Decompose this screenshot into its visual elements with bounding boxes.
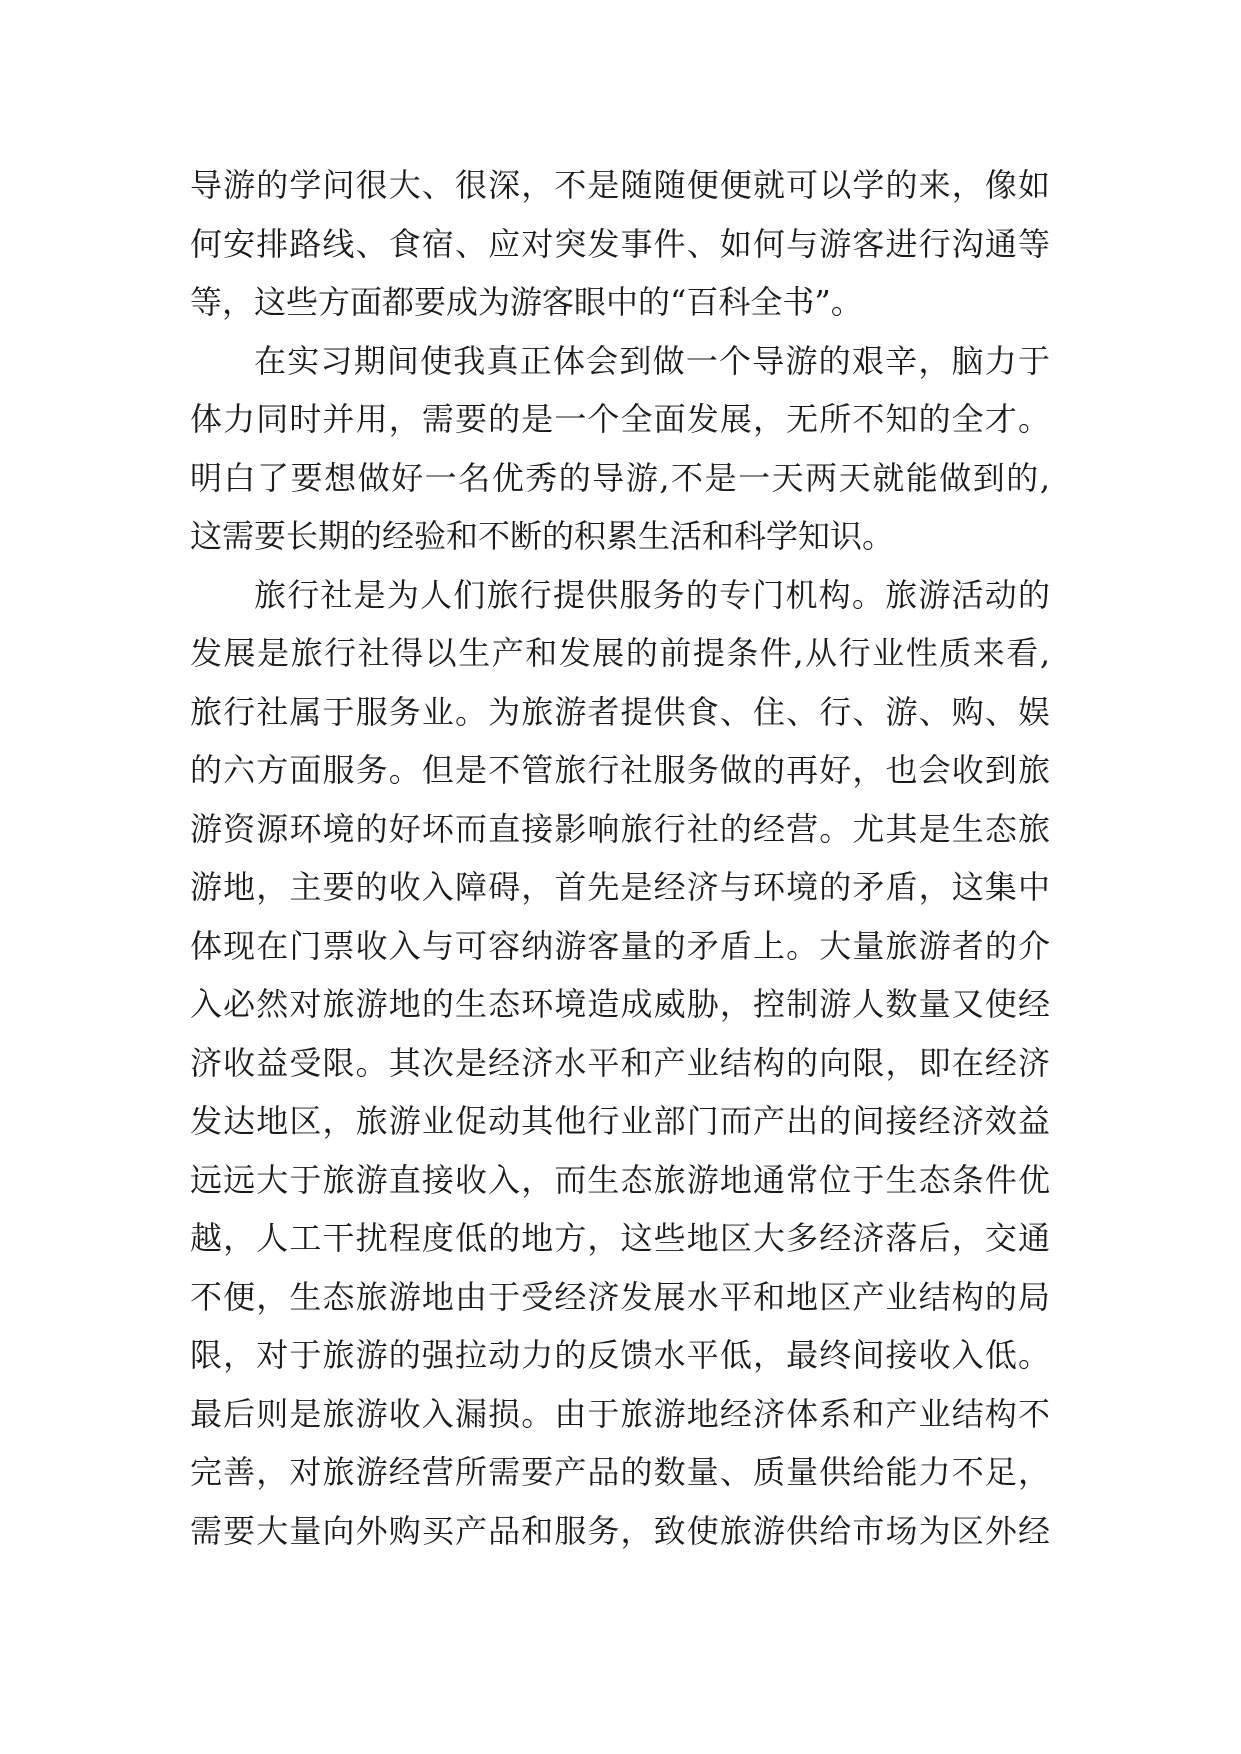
text-line: 济收益受限。其次是经济水平和产业结构的向限，即在经济 bbox=[190, 1043, 1050, 1082]
paragraph-3 bbox=[190, 566, 1050, 1561]
paragraph-2 bbox=[190, 332, 1050, 566]
text-line: 何安排路线、食宿、应对突发事件、如何与游客进行沟通等 bbox=[190, 224, 1050, 263]
text-line: 这需要长期的经验和不断的积累生活和科学知识。 bbox=[190, 517, 895, 555]
text-line: 限，对于旅游的强拉动力的反馈水平低，最终间接收入低。 bbox=[190, 1336, 1050, 1374]
text-line: 最后则是旅游收入漏损。由于旅游地经济体系和产业结构不 bbox=[190, 1394, 1050, 1433]
text-line: 发达地区，旅游业促动其他行业部门而产出的间接经济效益 bbox=[190, 1102, 1050, 1140]
text-line: 完善，对旅游经营所需要产品的数量、质量供给能力不足， bbox=[190, 1453, 1050, 1491]
text-line: 等，这些方面都要成为游客眼中的“百科全书”。 bbox=[190, 283, 863, 321]
text-line: 游地，主要的收入障碍，首先是经济与环境的矛盾，这集中 bbox=[190, 868, 1050, 906]
text-line: 旅行社属于服务业。为旅游者提供食、住、行、游、购、娱 bbox=[190, 692, 1050, 731]
text-line: 入必然对旅游地的生态环境造成威胁，控制游人数量又使经 bbox=[190, 985, 1050, 1023]
text-line: 导游的学问很大、很深，不是随随便便就可以学的来，像如 bbox=[190, 166, 1050, 204]
text-line: 不便，生态旅游地由于受经济发展水平和地区产业结构的局 bbox=[190, 1277, 1050, 1316]
text-line: 发展是旅行社得以生产和发展的前提条件,从行业性质来看, bbox=[190, 634, 1050, 672]
text-line: 体力同时并用，需要的是一个全面发展，无所不知的全才。 bbox=[190, 400, 1050, 438]
text-line: 体现在门票收入与可容纳游客量的矛盾上。大量旅游者的介 bbox=[190, 926, 1050, 965]
text-line: 需要大量向外购买产品和服务，致使旅游供给市场为区外经 bbox=[190, 1511, 1050, 1550]
text-line: 远远大于旅游直接收入，而生态旅游地通常位于生态条件优 bbox=[190, 1160, 1050, 1199]
text-line: 越，人工干扰程度低的地方，这些地区大多经济落后，交通 bbox=[190, 1219, 1050, 1257]
text-line: 明白了要想做好一名优秀的导游,不是一天两天就能做到的, bbox=[190, 458, 1050, 497]
text-line: 在实习期间使我真正体会到做一个导游的艰辛，脑力于 bbox=[254, 341, 1050, 380]
text-line: 游资源环境的好坏而直接影响旅行社的经营。尤其是生态旅 bbox=[190, 809, 1050, 848]
paragraph-1 bbox=[190, 156, 1050, 332]
text-line: 的六方面服务。但是不管旅行社服务做的再好，也会收到旅 bbox=[190, 751, 1050, 789]
document-body bbox=[190, 156, 1050, 1560]
text-line: 旅行社是为人们旅行提供服务的专门机构。旅游活动的 bbox=[254, 575, 1050, 614]
